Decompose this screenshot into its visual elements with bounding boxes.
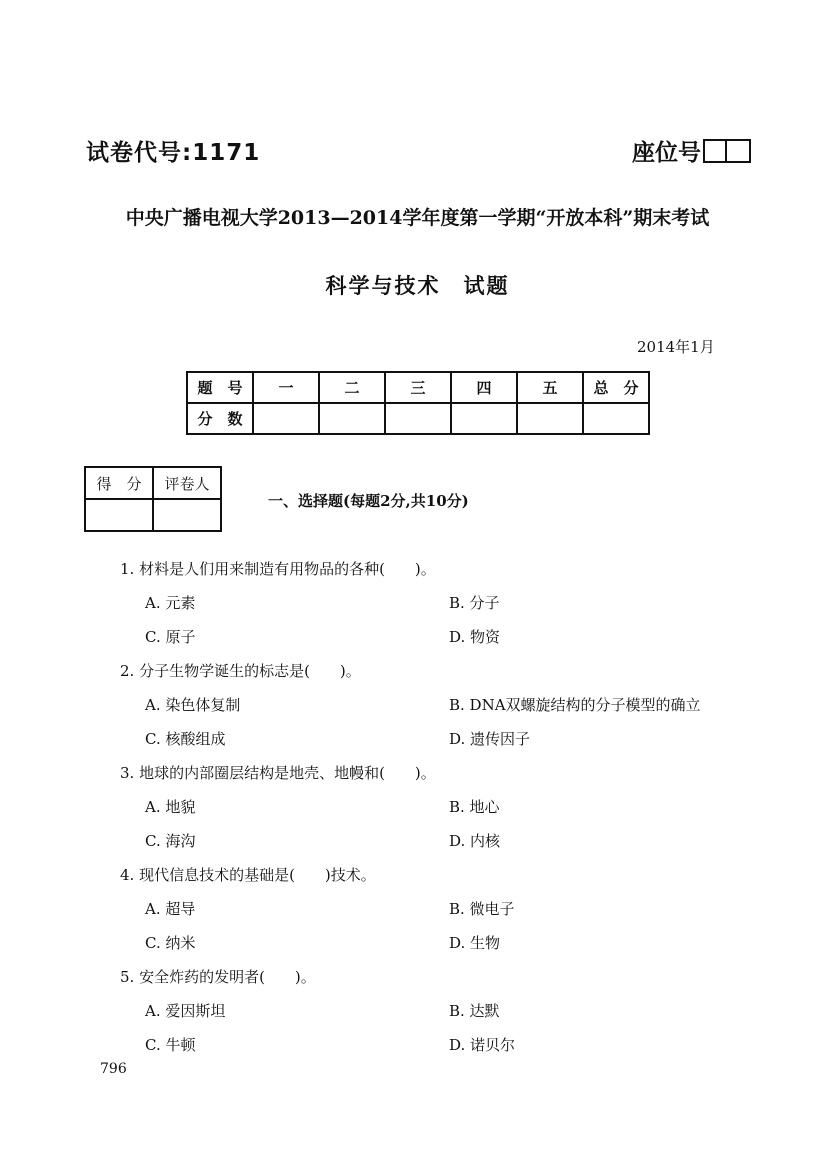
seat-number-label: 座位号 xyxy=(632,140,701,166)
column-header: 一 xyxy=(253,372,319,403)
question-option: B. DNA双螺旋结构的分子模型的确立 xyxy=(449,696,701,714)
grader-score-label: 得 分 xyxy=(85,467,153,499)
page-number: 796 xyxy=(100,1061,127,1077)
column-header: 二 xyxy=(319,372,385,403)
column-header: 三 xyxy=(385,372,451,403)
question-option: C. 原子 xyxy=(145,628,196,646)
score-summary-table xyxy=(186,371,650,435)
question-stem: 5. 安全炸药的发明者( )。 xyxy=(120,968,316,986)
question-option: C. 牛顿 xyxy=(145,1036,196,1054)
question-number-label: 题 号 xyxy=(187,372,253,403)
question-option: A. 爱因斯坦 xyxy=(145,1002,226,1020)
question-stem: 2. 分子生物学诞生的标志是( )。 xyxy=(120,662,361,680)
question-option: A. 地貌 xyxy=(145,798,196,816)
score-cell xyxy=(451,403,517,434)
question-option: D. 诺贝尔 xyxy=(449,1036,516,1054)
score-cell xyxy=(319,403,385,434)
grader-score-cell xyxy=(85,499,153,531)
question-option: C. 核酸组成 xyxy=(145,730,226,748)
question-option: C. 海沟 xyxy=(145,832,196,850)
exam-date: 2014年1月 xyxy=(637,338,715,356)
question-option: B. 微电子 xyxy=(449,900,515,918)
question-stem: 3. 地球的内部圈层结构是地壳、地幔和( )。 xyxy=(120,764,436,782)
grader-name-label: 评卷人 xyxy=(153,467,221,499)
question-option: D. 生物 xyxy=(449,934,501,952)
seat-number xyxy=(632,134,751,167)
column-header: 总 分 xyxy=(583,372,649,403)
question-option: A. 元素 xyxy=(145,594,196,612)
question-option: A. 超导 xyxy=(145,900,196,918)
column-header: 五 xyxy=(517,372,583,403)
score-cell xyxy=(583,403,649,434)
grader-name-cell xyxy=(153,499,221,531)
section-heading: 一、选择题(每题2分,共10分) xyxy=(268,492,469,510)
paper-title: 科学与技术 试题 xyxy=(325,274,510,298)
score-cell xyxy=(517,403,583,434)
score-cell xyxy=(385,403,451,434)
question-option: B. 达默 xyxy=(449,1002,500,1020)
exam-title: 中央广播电视大学2013—2014学年度第一学期“开放本科”期末考试 xyxy=(125,207,710,229)
score-cell xyxy=(253,403,319,434)
question-option: A. 染色体复制 xyxy=(145,696,241,714)
question-option: C. 纳米 xyxy=(145,934,196,952)
paper-code: 试卷代号:1171 xyxy=(86,140,261,166)
question-option: D. 物资 xyxy=(449,628,501,646)
score-label: 分 数 xyxy=(187,403,253,434)
question-option: B. 分子 xyxy=(449,594,500,612)
column-header: 四 xyxy=(451,372,517,403)
question-option: D. 遗传因子 xyxy=(449,730,531,748)
grader-table xyxy=(84,466,222,532)
seat-number-boxes xyxy=(703,139,751,163)
question-option: B. 地心 xyxy=(449,798,500,816)
question-stem: 4. 现代信息技术的基础是( )技术。 xyxy=(120,866,376,884)
question-option: D. 内核 xyxy=(449,832,501,850)
question-stem: 1. 材料是人们用来制造有用物品的各种( )。 xyxy=(120,560,436,578)
